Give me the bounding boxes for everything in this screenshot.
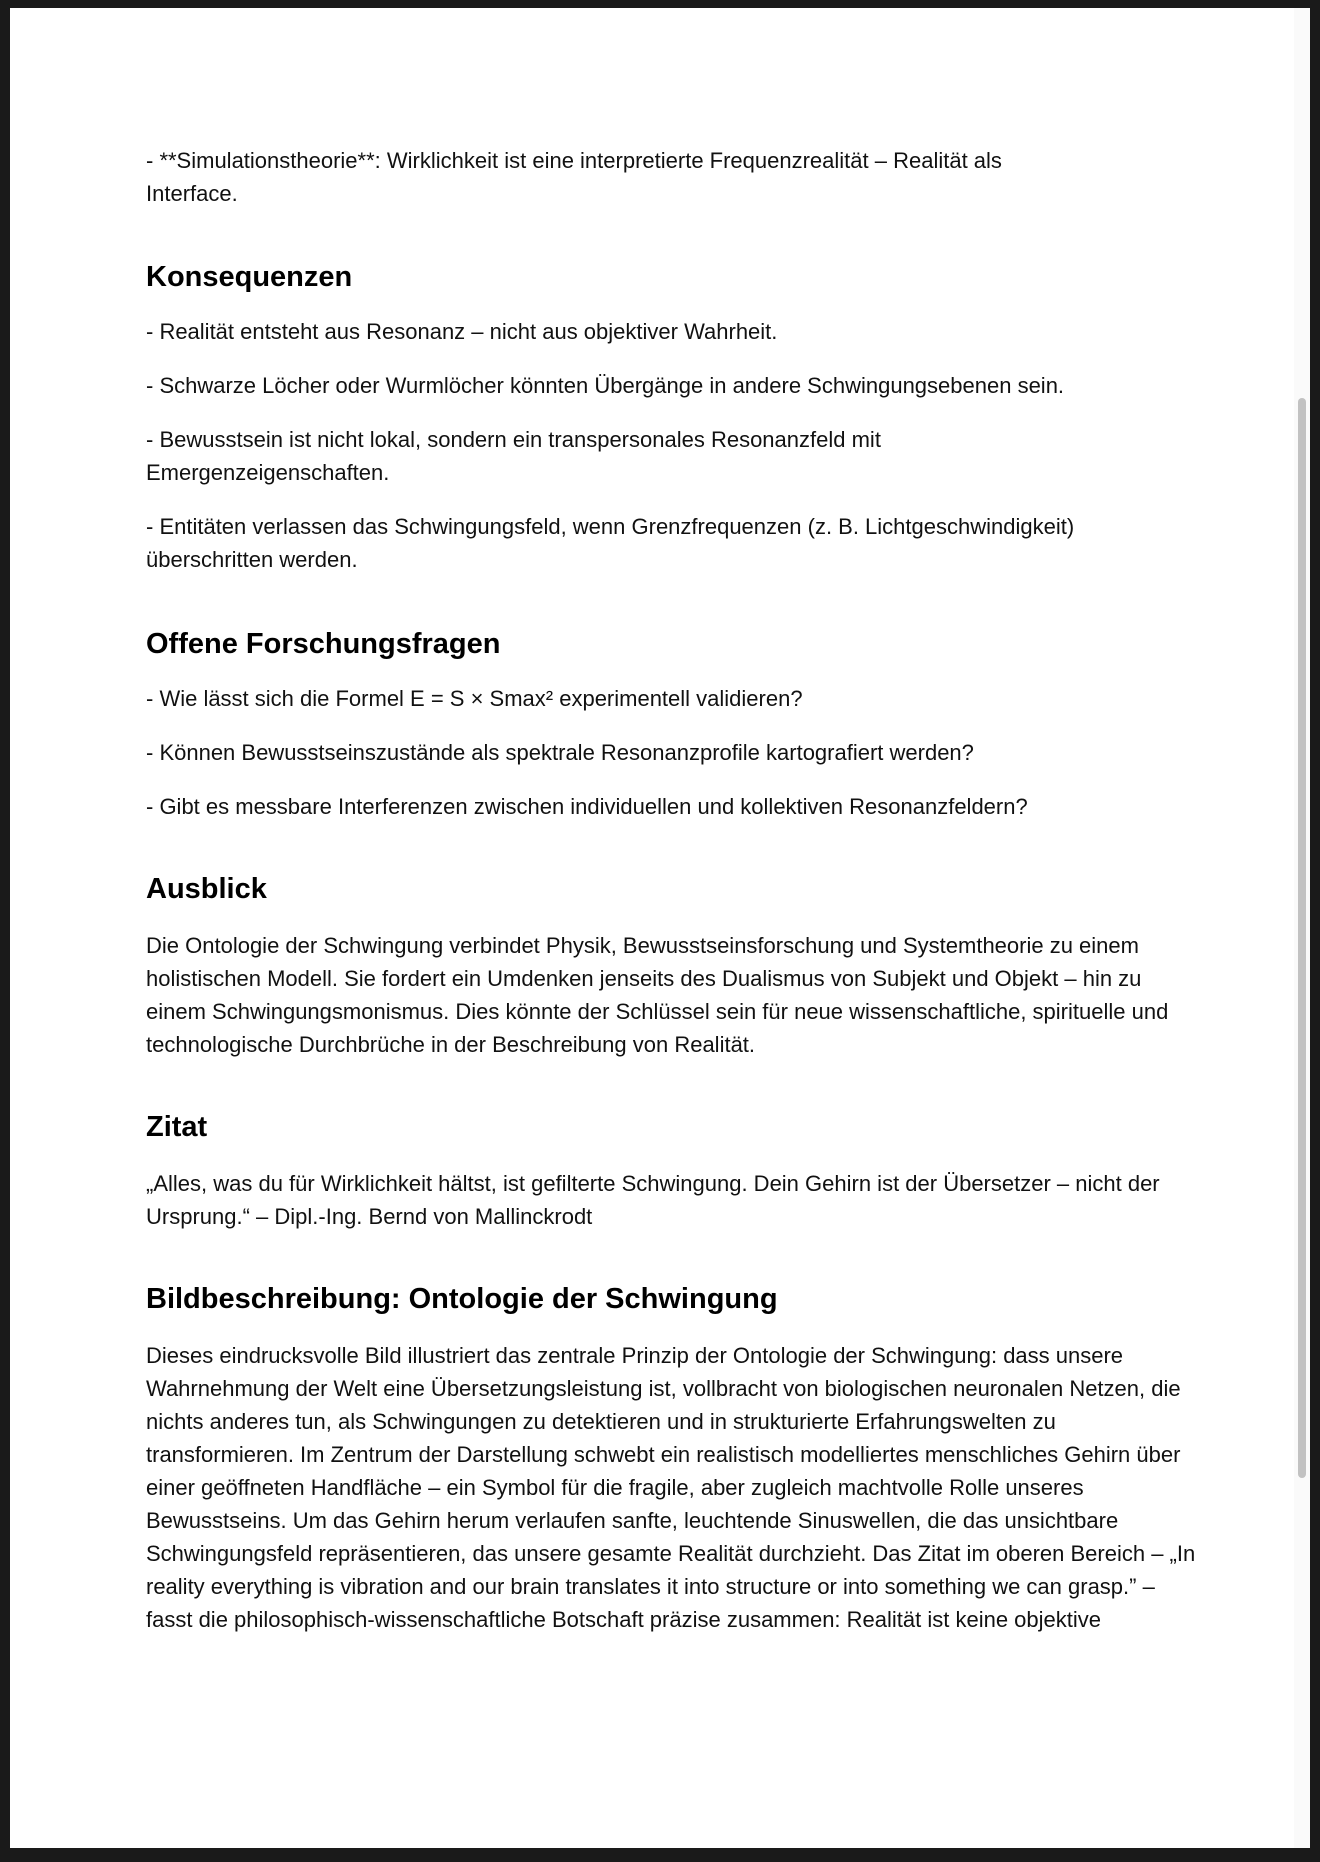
heading-zitat: Zitat	[146, 1111, 208, 1143]
document-page	[10, 8, 1310, 1848]
ausblick-text: Die Ontologie der Schwingung verbindet Physik, Bewusstseinsforschung und Systemtheorie zu einem holistischen Modell. Sie fordert ein Umdenken jenseits des Dualismus von Subjekt und Objekt – hin zu einem Schwingungsmonismus. Dies könnte der Schlüssel sein für neue wissenschaftliche, spirituelle und technologische Durchbrüche in der Beschreibung von Realität.	[146, 933, 1169, 1057]
bildbeschreibung-text: Dieses eindrucksvolle Bild illustriert das zentrale Prinzip der Ontologie der Schwingung: dass unsere Wahrnehmung der Welt eine Übersetzungsleistung ist, vollbracht von biologischen neuronalen Netzen, die nichts anderes tun, als Schwingungen zu detektieren und in strukturierte Erfahrungswelten zu transformieren. Im Zentrum der Darstellung schwebt ein realistisch modelliertes menschliches Gehirn über einer geöffneten Handfläche – ein Symbol für die fragile, aber zugleich machtvolle Rolle unseres Bewusstseins. Um das Gehirn herum verlaufen sanfte, leuchtende Sinuswellen, die das unsichtbare Schwingungsfeld repräsentieren, das unsere gesamte Realität durchzieht. Das Zitat im oberen Bereich – „In reality everything is vibration and our brain translates it into structure or into something we can grasp.” – fasst die philosophisch-wissenschaftliche Botschaft präzise zusammen: Realität ist keine objektive	[146, 1343, 1196, 1632]
konsequenzen-item: - Realität entsteht aus Resonanz – nicht aus objektiver Wahrheit.	[146, 319, 778, 344]
document-content	[146, 144, 1196, 1636]
heading-ausblick: Ausblick	[146, 873, 267, 905]
konsequenzen-item: - Bewusstsein ist nicht lokal, sondern ein transpersonales Resonanzfeld mit Emergenzeigenschaften.	[146, 427, 881, 485]
intro-bullet: - **Simulationstheorie**: Wirklichkeit ist eine interpretierte Frequenzrealität – Realität als Interface.	[146, 148, 1002, 206]
forschungsfragen-item: - Können Bewusstseinszustände als spektrale Resonanzprofile kartografiert werden?	[146, 740, 974, 765]
forschungsfragen-item: - Wie lässt sich die Formel E = S × Smax² experimentell validieren?	[146, 686, 803, 711]
scrollbar-thumb[interactable]	[1298, 398, 1306, 1478]
zitat-text: „Alles, was du für Wirklichkeit hältst, ist gefilterte Schwingung. Dein Gehirn ist der Übersetzer – nicht der Ursprung.“ – Dipl.-Ing. Bernd von Mallinckrodt	[146, 1171, 1160, 1229]
vertical-scrollbar[interactable]	[1294, 8, 1310, 1848]
heading-bildbeschreibung: Bildbeschreibung: Ontologie der Schwingung	[146, 1283, 778, 1315]
konsequenzen-item: - Schwarze Löcher oder Wurmlöcher könnten Übergänge in andere Schwingungsebenen sein.	[146, 373, 1065, 398]
konsequenzen-item: - Entitäten verlassen das Schwingungsfeld, wenn Grenzfrequenzen (z. B. Lichtgeschwindigkeit) überschritten werden.	[146, 514, 1075, 572]
heading-konsequenzen: Konsequenzen	[146, 261, 353, 293]
heading-forschungsfragen: Offene Forschungsfragen	[146, 628, 501, 660]
forschungsfragen-item: - Gibt es messbare Interferenzen zwischen individuellen und kollektiven Resonanzfeldern?	[146, 794, 1028, 819]
